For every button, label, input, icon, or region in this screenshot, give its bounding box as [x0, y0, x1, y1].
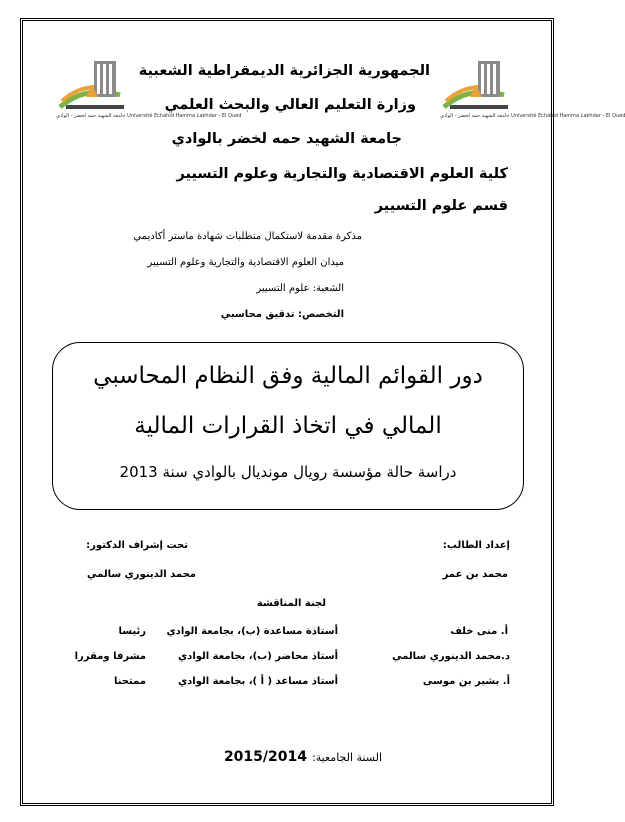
ministry-heading: وزارة التعليم العالي والبحث العلمي [164, 97, 416, 113]
branch-line: الشعبة: علوم التسيير [256, 283, 344, 294]
committee-member-name: أ. بشير بن موسى [422, 676, 510, 687]
committee-member-rank: أستاذ محاضر (ب)، بجامعة الوادي [178, 651, 338, 662]
academic-year-value: 2015/2014 [223, 749, 307, 765]
committee-member-name: د.محمد الدينوري سالمي [392, 651, 510, 662]
committee-member-role: رئيسا [118, 626, 146, 637]
university-logo-icon [440, 55, 518, 115]
university-logo-icon [56, 55, 134, 115]
specialty-line: التخصص: تدقيق محاسبي [220, 309, 344, 320]
republic-heading: الجمهورية الجزائرية الديمقراطية الشعبية [138, 63, 430, 79]
thesis-title-line-1: دور القوائم المالية وفق النظام المحاسبي [93, 363, 483, 389]
case-study-subtitle: دراسة حالة مؤسسة رويال مونديال بالوادي سنة 2013 [119, 463, 457, 481]
university-logo-right [440, 55, 625, 127]
committee-member-rank: أستاذ مساعد ( أ )، بجامعة الوادي [177, 676, 338, 687]
department-heading: قسم علوم التسيير [374, 198, 508, 214]
thesis-title-box [52, 342, 524, 510]
supervisor-name: محمد الدينوري سالمي [87, 569, 196, 580]
logo-caption: جامعة الشهيد حمه لخضر - الوادي Université Echahid Hamma Lakhdar - El Oued [440, 113, 625, 119]
committee-title: لجنة المناقشة [256, 598, 326, 609]
committee-member-name: أ. منى خلف [450, 626, 508, 637]
academic-year [224, 746, 382, 765]
memo-line: مذكرة مقدمة لاستكمال متطلبات شهادة ماستر أكاديمي [133, 231, 362, 242]
university-heading: جامعة الشهيد حمه لخضر بالوادي [171, 131, 402, 147]
supervisor-label: تحت إشراف الدكتور: [86, 540, 188, 551]
student-label: إعداد الطالب: [442, 540, 510, 551]
academic-year-label: السنة الجامعية: [312, 751, 382, 764]
student-name: محمد بن عمر [442, 569, 508, 580]
university-logo-left [56, 55, 242, 127]
committee-member-role: ممتحنا [113, 676, 146, 687]
logo-caption: جامعة الشهيد حمه لخضر - الوادي Université Echahid Hamma Lakhdar - El Oued [56, 113, 242, 119]
faculty-heading: كلية العلوم الاقتصادية والتجارية وعلوم التسيير [176, 166, 508, 182]
committee-member-role: مشرفا ومقررا [74, 651, 146, 662]
field-line: ميدان العلوم الاقتصادية والتجارية وعلوم التسيير [147, 257, 344, 268]
thesis-title-line-2: المالي في اتخاذ القرارات المالية [134, 413, 442, 439]
committee-member-rank: أستاذة مساعدة (ب)، بجامعة الوادي [166, 626, 338, 637]
